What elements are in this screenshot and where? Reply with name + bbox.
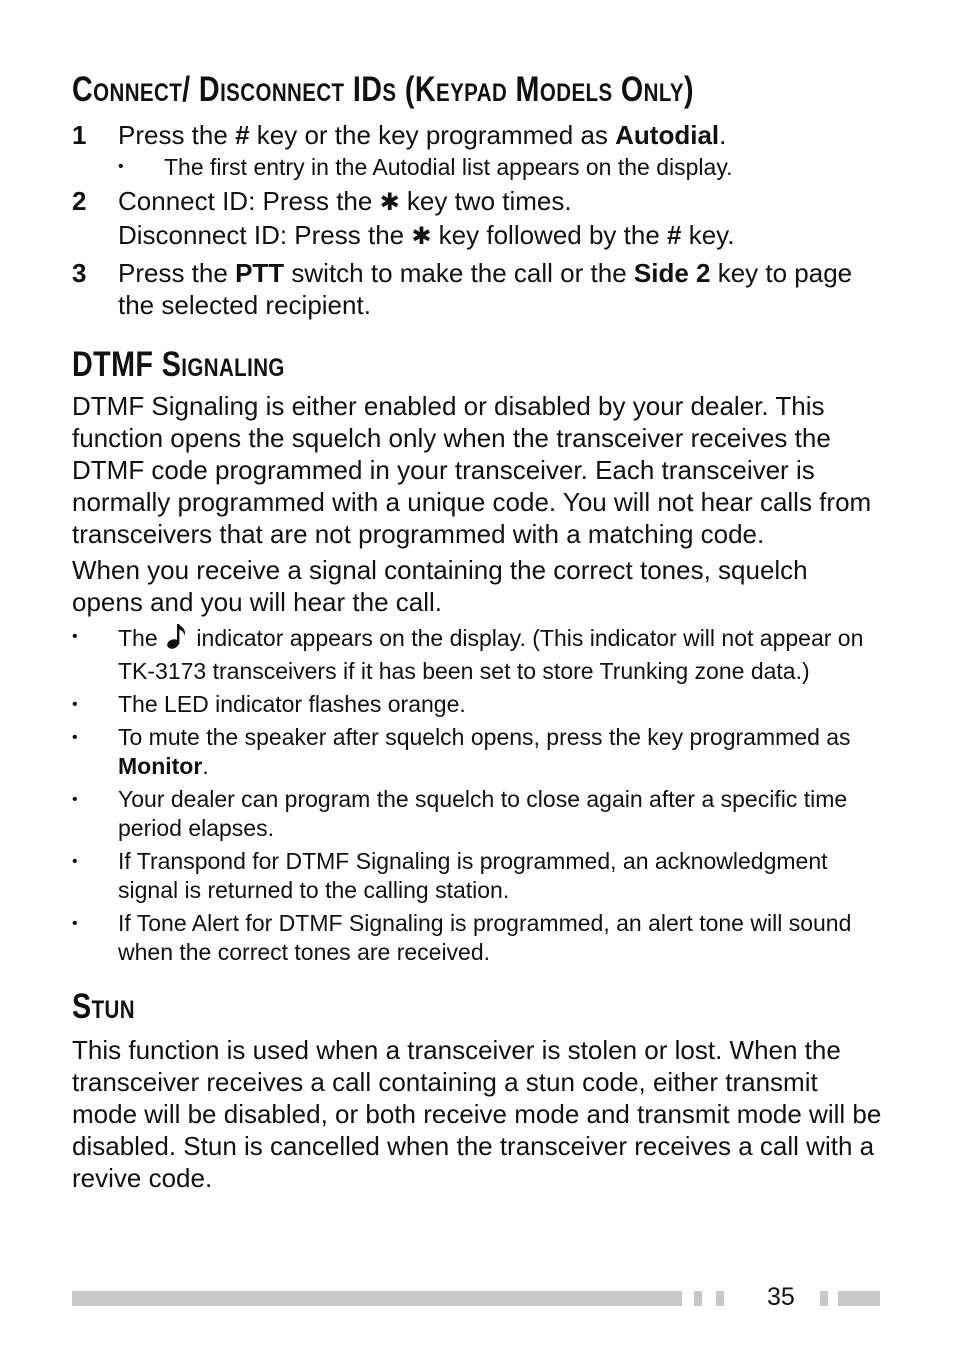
page-content bbox=[72, 70, 882, 1198]
step-1-note: • The first entry in the Autodial list appears on the display. bbox=[118, 154, 733, 180]
step-text: Connect ID: Press the ✱ key two times. Disconnect ID: Press the ✱ key followed by the # key. bbox=[118, 186, 735, 250]
footer-bar-block bbox=[820, 1291, 828, 1306]
list-item: • The indicator appears on the display. (This indicator will not appear on TK-3173 transceivers if it has been set to store Trunking zone data.) bbox=[72, 622, 882, 686]
dtmf-heading: DTMF SIGNALING bbox=[72, 345, 285, 384]
list-item: • If Tone Alert for DTMF Signaling is programmed, an alert tone will sound when the correct tones are received. bbox=[72, 910, 852, 965]
footer-bar-block bbox=[716, 1291, 724, 1306]
page-number: 35 bbox=[767, 1283, 795, 1311]
list-item: • The LED indicator flashes orange. bbox=[72, 691, 466, 717]
asterisk-icon: ✱ bbox=[379, 189, 400, 216]
step-text: Press the PTT switch to make the call or the Side 2 key to page the selected recipient. bbox=[118, 258, 853, 320]
step-number: 2 bbox=[72, 186, 87, 216]
footer-bar bbox=[72, 1291, 682, 1306]
dtmf-paragraph-1: DTMF Signaling is either enabled or disabled by your dealer. This function opens the squelch only when the transceiver receives the DTMF code programmed in your transceiver. Each transceiver is normally programmed with a unique code. You will not hear calls from transceivers that are not programmed with a matching code. bbox=[72, 391, 872, 549]
step-number: 3 bbox=[72, 258, 87, 288]
stun-heading: STUN bbox=[72, 987, 135, 1026]
list-item: • To mute the speaker after squelch opens, press the key programmed as Monitor. bbox=[72, 724, 851, 779]
list-item: • If Transpond for DTMF Signaling is programmed, an acknowledgment signal is returned to the calling station. bbox=[72, 848, 828, 903]
connect-heading: CONNECT/ DISCONNECT IDS (KEYPAD MODELS ONLY) bbox=[72, 70, 694, 109]
list-item: • Your dealer can program the squelch to close again after a specific time period elapses. bbox=[72, 786, 848, 841]
step-1 bbox=[72, 119, 882, 151]
asterisk-icon: ✱ bbox=[411, 223, 432, 250]
step-2 bbox=[72, 185, 882, 253]
music-note-icon bbox=[166, 622, 188, 657]
footer-bar-block bbox=[838, 1291, 880, 1306]
dtmf-paragraph-2: When you receive a signal containing the correct tones, squelch opens and you will hear the call. bbox=[72, 555, 808, 617]
step-3 bbox=[72, 257, 882, 321]
step-text: Press the # key or the key programmed as Autodial. bbox=[118, 120, 727, 150]
stun-paragraph: This function is used when a transceiver is stolen or lost. When the transceiver receives a call containing a stun code, either transmit mode will be disabled, or both receive mode and transmit mode will be disabled. Stun is cancelled when the transceiver receives a call with a revive code. bbox=[72, 1035, 882, 1193]
footer-bar-block bbox=[694, 1291, 702, 1306]
page-footer bbox=[0, 1283, 954, 1317]
step-number: 1 bbox=[72, 120, 87, 150]
